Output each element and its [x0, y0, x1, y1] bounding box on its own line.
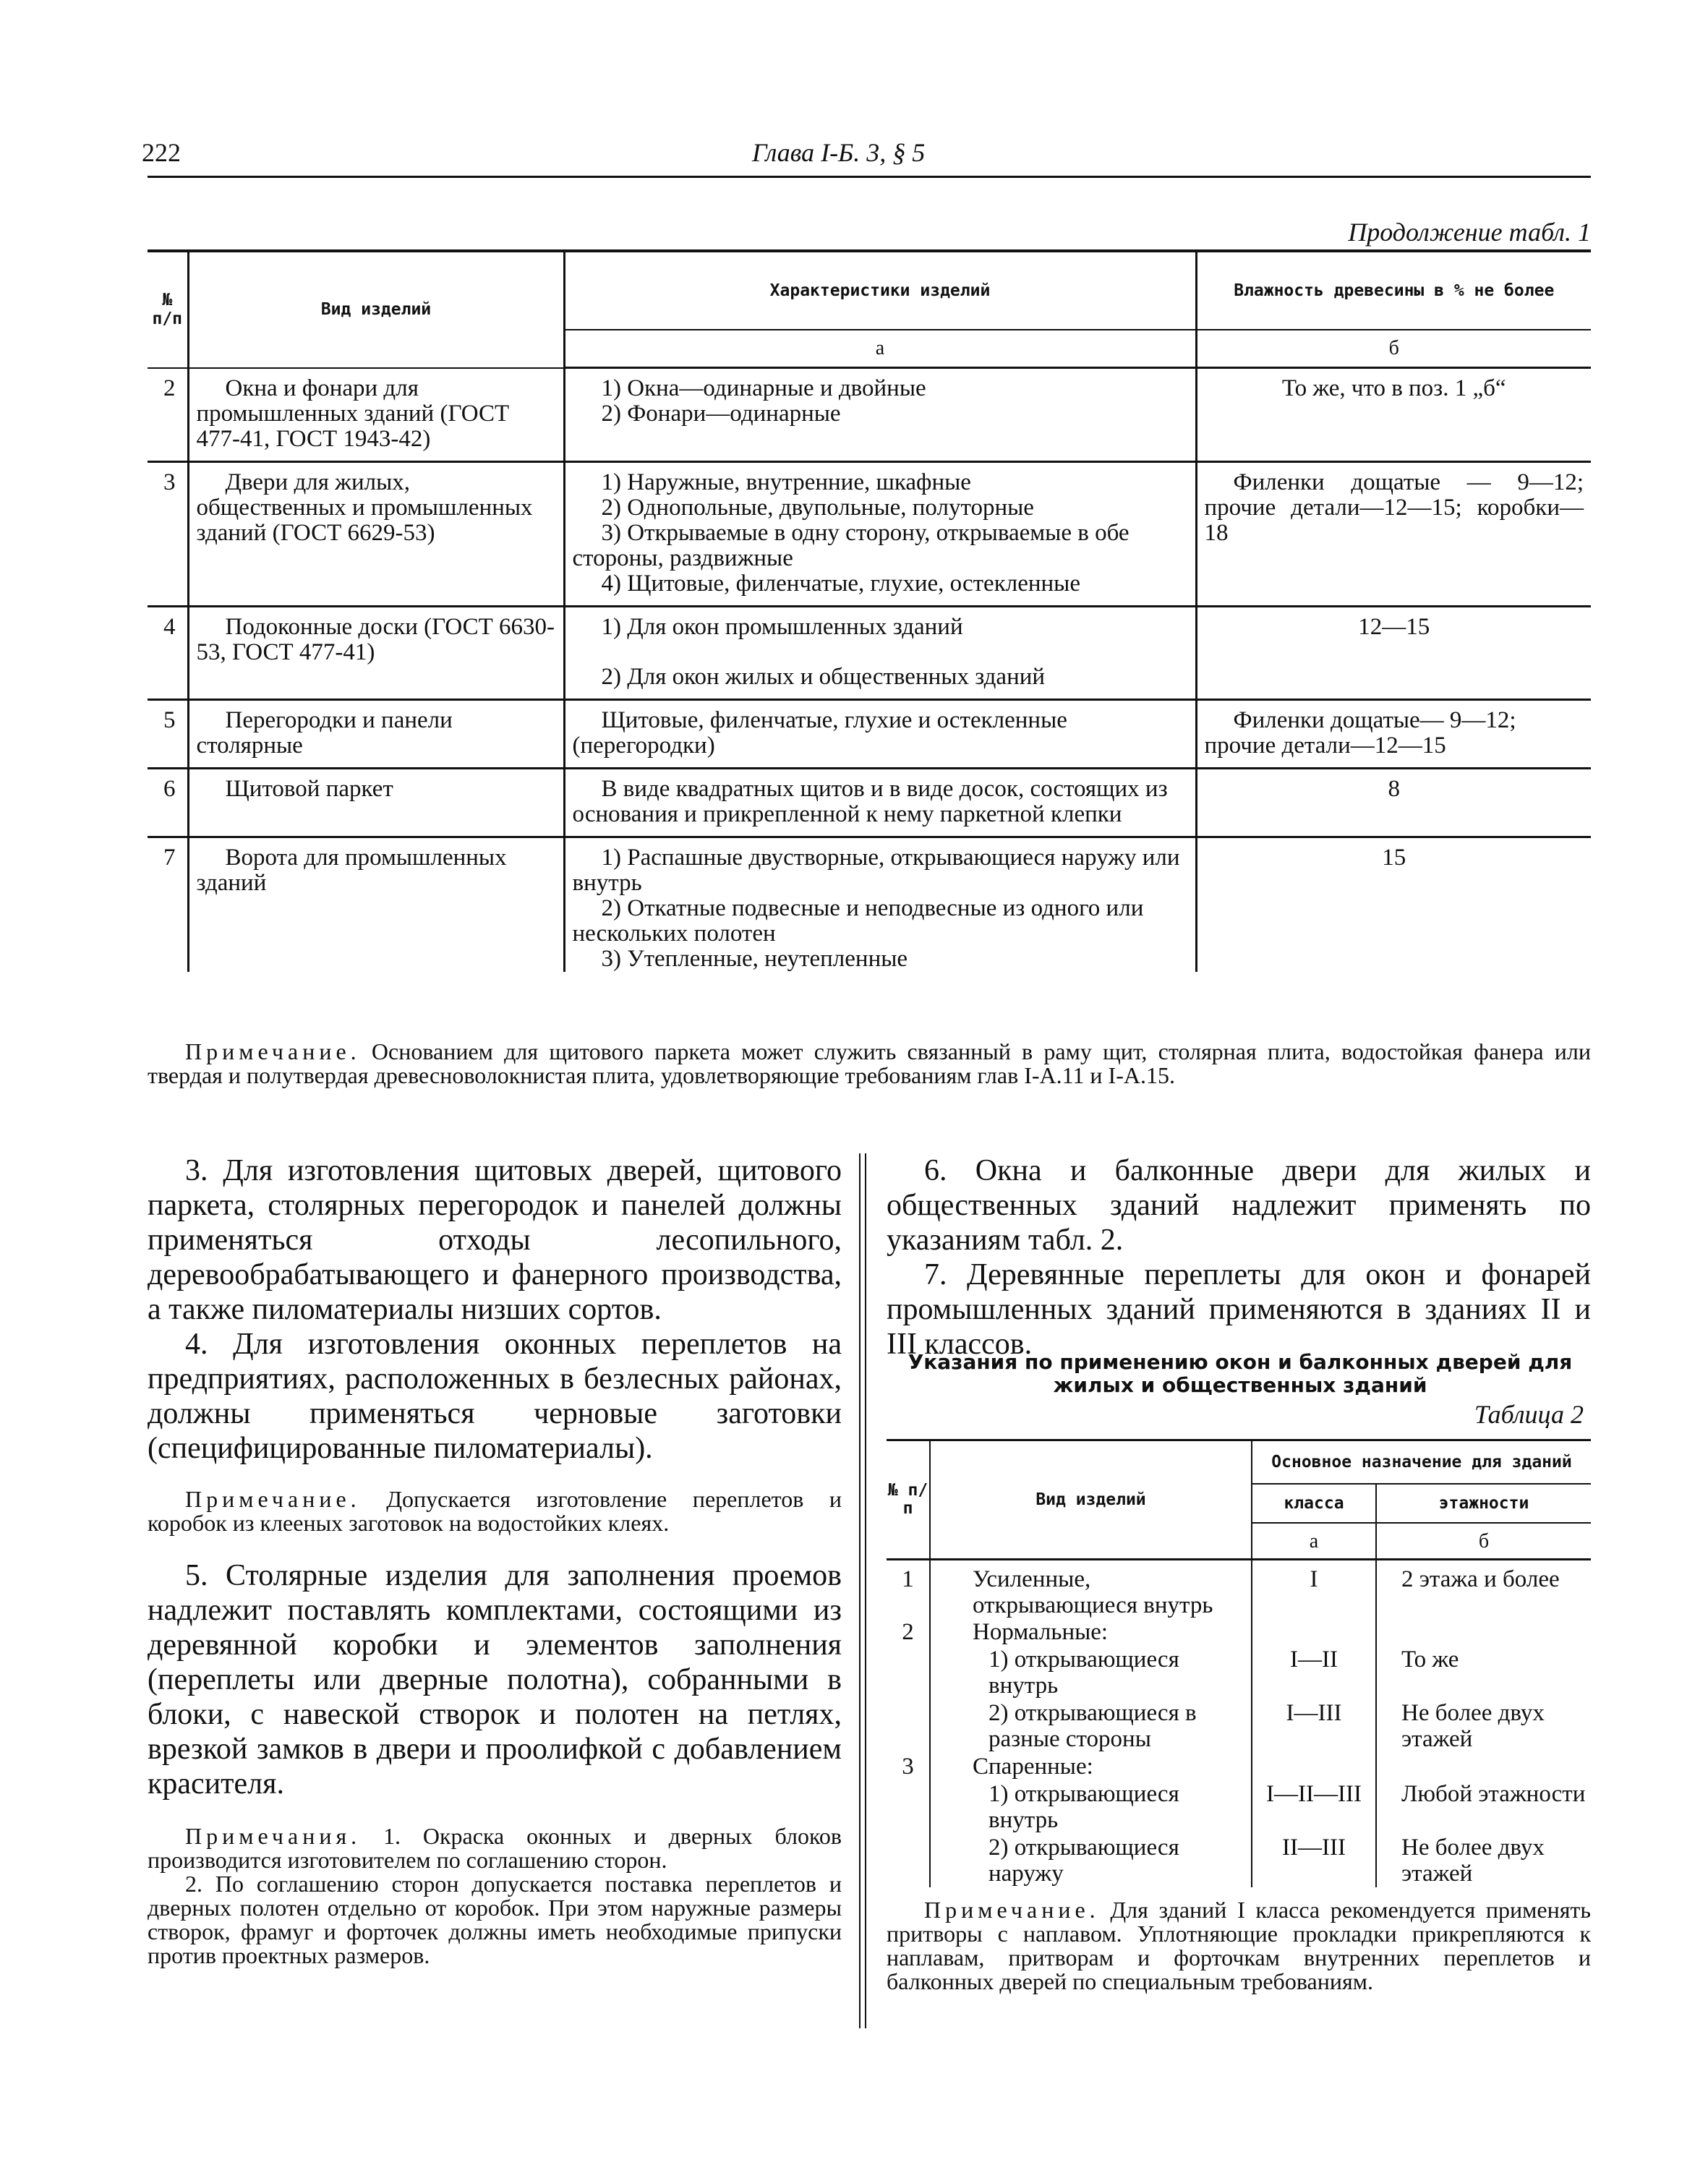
- table-2-note: [887, 1898, 1591, 1994]
- table-row: [148, 699, 1591, 768]
- row-class: II—III: [1252, 1834, 1376, 1887]
- row-item: 1) Для окон промышленных зданий: [601, 613, 963, 640]
- row-item: 3) Открываемые в одну сторону, открываемые в обе стороны, раздвижные: [572, 519, 1130, 571]
- table-row: [148, 606, 1591, 699]
- table-2: [887, 1439, 1591, 1887]
- row-kind: 2) открывающиеся в разные стороны: [930, 1699, 1252, 1753]
- table-row: [887, 1699, 1591, 1753]
- row-num: [887, 1834, 930, 1887]
- table-row: [887, 1560, 1591, 1619]
- table-row: [887, 1834, 1591, 1887]
- note-label: Примечание.: [185, 1038, 361, 1064]
- chapter-title: Глава I-Б. 3, § 5: [752, 138, 926, 167]
- note-text: 2. По соглашению сторон допускается поставка переплетов и дверных полотен отдельно от коробок. При этом наружные размеры створок, фрамуг и форточек должны иметь необходимые припуски против проектных размеров.: [148, 1871, 842, 1968]
- col-header-characteristics: Характеристики изделий: [564, 251, 1196, 330]
- right-column: [887, 1153, 1591, 1362]
- paragraph-4: 4. Для изготовления оконных переплетов на предприятиях, расположенных в безлесных районах, должны применяться черновые заготовки (специфицированные пиломатериалы).: [148, 1328, 842, 1465]
- row-floors: 2 этажа и более: [1401, 1566, 1560, 1592]
- table-row: [887, 1753, 1591, 1780]
- row-num: 4: [148, 606, 188, 699]
- table-1: [148, 249, 1591, 972]
- row-kind: 2) открывающиеся наружу: [930, 1834, 1252, 1887]
- row-kind: Окна и фонари для промышленных зданий (ГОСТ 477-41, ГОСТ 1943-42): [188, 368, 564, 462]
- row-kind: Подоконные доски (ГОСТ 6630-53, ГОСТ 477-41): [188, 606, 564, 699]
- t2-header-purpose: Основное назначение для зданий: [1252, 1440, 1591, 1485]
- row-num: [887, 1780, 930, 1834]
- column-divider: [865, 1153, 866, 2028]
- row-floors: Не более двух этажей: [1401, 1835, 1545, 1887]
- t2-header-floors: этажности: [1376, 1484, 1591, 1523]
- row-item: 2) Для окон жилых и общественных зданий: [601, 663, 1046, 690]
- row-class: [1252, 1753, 1376, 1780]
- note-text: 1. Окраска оконных и дверных блоков производится изготовителем по соглашению сторон.: [148, 1823, 842, 1873]
- row-kind: Спаренные:: [930, 1753, 1252, 1780]
- col-header-moisture: Влажность древесины в % не более: [1196, 251, 1591, 330]
- row-moisture: То же, что в поз. 1 „б“: [1196, 368, 1591, 462]
- row-characteristics: [564, 837, 1196, 972]
- t2-header-num: № п/п: [887, 1440, 930, 1560]
- table-row: [148, 461, 1591, 606]
- page-number: 222: [142, 138, 181, 167]
- row-num: [887, 1646, 930, 1699]
- row-num: 3: [148, 461, 188, 606]
- row-characteristics: В виде квадратных щитов и в виде досок, состоящих из основания и прикрепленной к нему паркетной клепки: [564, 768, 1196, 837]
- row-item: 1) Наружные, внутренние, шкафные: [601, 469, 971, 495]
- note-label: Примечание.: [185, 1486, 361, 1512]
- row-num: 7: [148, 837, 188, 972]
- row-kind: Нормальные:: [930, 1618, 1252, 1646]
- row-class: I—II—III: [1252, 1780, 1376, 1834]
- row-moisture: Филенки дощатые— 9—12; прочие детали—12—15: [1196, 699, 1591, 768]
- row-kind: Щитовой паркет: [188, 768, 564, 837]
- row-moisture: Филенки дощатые — 9—12; прочие детали—12—15; коробки—18: [1196, 461, 1591, 606]
- notes-label: Примечания.: [185, 1823, 362, 1849]
- column-divider: [859, 1153, 861, 2028]
- row-floors: [1376, 1618, 1591, 1646]
- col-header-b: б: [1196, 330, 1591, 368]
- note-text: Основанием для щитового паркета может служить связанный в раму щит, столярная плита, водостойкая фанера или твердая и полутвердая древесноволокнистая плита, удовлетворяющие требованиям глав I-А.11 и I-А.15.: [148, 1038, 1592, 1088]
- row-kind: Ворота для промышленных зданий: [188, 837, 564, 972]
- row-floors: Не более двух этажей: [1401, 1700, 1545, 1752]
- row-floors: [1376, 1753, 1591, 1780]
- row-kind: Перегородки и панели столярные: [188, 699, 564, 768]
- row-num: 1: [887, 1560, 930, 1619]
- header-rule: [148, 176, 1591, 178]
- row-num: [887, 1699, 930, 1753]
- table-row: [887, 1780, 1591, 1834]
- table-row: [887, 1646, 1591, 1699]
- table-continuation-label: Продолжение табл. 1: [1348, 218, 1591, 247]
- row-characteristics: [564, 606, 1196, 699]
- row-item: 2) Фонари—одинарные: [601, 401, 841, 427]
- t2-header-a: а: [1252, 1523, 1376, 1560]
- notes-b: [148, 1824, 842, 1968]
- paragraph-7: 7. Деревянные переплеты для окон и фонарей промышленных зданий применяются в зданиях II и III классов.: [887, 1258, 1591, 1361]
- t2-header-b: б: [1376, 1523, 1591, 1560]
- row-num: 2: [148, 368, 188, 462]
- row-floors: То же: [1401, 1647, 1459, 1673]
- row-item: 1) Распашные двустворные, открывающиеся наружу или внутрь: [572, 844, 1180, 896]
- row-num: 6: [148, 768, 188, 837]
- row-moisture: 8: [1196, 768, 1591, 837]
- row-class: I: [1252, 1560, 1376, 1619]
- row-item: 3) Утепленные, неутепленные: [601, 945, 908, 972]
- row-class: I—II: [1252, 1646, 1376, 1699]
- row-item: 4) Щитовые, филенчатые, глухие, остекленные: [601, 570, 1080, 597]
- note-a: [148, 1487, 842, 1535]
- row-class: [1252, 1618, 1376, 1646]
- table-2-label: Таблица 2: [1474, 1400, 1584, 1429]
- row-moisture: 12—15: [1196, 606, 1591, 699]
- paragraph-3: 3. Для изготовления щитовых дверей, щитового паркета, столярных перегородок и панелей должны применяться отходы лесопильного, деревообрабатывающего и фанерного производства, а также пиломатериалы низших сортов.: [148, 1154, 842, 1326]
- row-num: 3: [887, 1753, 930, 1780]
- note-text: Допускается изготовление переплетов и коробок из клееных заготовок на водостойких клеях.: [148, 1486, 842, 1536]
- col-header-a: а: [564, 330, 1196, 368]
- row-kind: Двери для жилых, общественных и промышленных зданий (ГОСТ 6629-53): [188, 461, 564, 606]
- row-kind: 1) открывающиеся внутрь: [930, 1780, 1252, 1834]
- note-text: Для зданий I класса рекомендуется применять притворы с наплавом. Уплотняющие прокладки прикрепляются к наплавам, притворам и форточкам внутренних переплетов и балконных дверей по специальным требованиям.: [887, 1897, 1592, 1994]
- paragraph-6: 6. Окна и балконные двери для жилых и общественных зданий надлежит применять по указаниям табл. 2.: [887, 1154, 1591, 1257]
- row-floors: Любой этажности: [1401, 1781, 1586, 1807]
- col-header-kind: Вид изделий: [188, 251, 564, 368]
- table-2-title: Указания по применению окон и балконных дверей для жилых и общественных зданий: [908, 1350, 1573, 1397]
- row-characteristics: [564, 461, 1196, 606]
- row-item: 2) Откатные подвесные и неподвесные из одного или нескольких полотен: [572, 894, 1144, 947]
- paragraph-5: 5. Столярные изделия для заполнения проемов надлежит поставлять комплектами, состоящими из деревянной коробки и элементов заполнения (переплеты или дверные полотна), собранными в блоки, с навеской створок и полотен на петлях, врезкой замков в двери и проолифкой с добавлением красителя.: [148, 1559, 842, 1801]
- table-1-note: [148, 1040, 1591, 1088]
- row-kind: 1) открывающиеся внутрь: [930, 1646, 1252, 1699]
- row-kind: Усиленные, открывающиеся внутрь: [930, 1560, 1252, 1619]
- table-row: [148, 837, 1591, 972]
- row-characteristics: [564, 368, 1196, 462]
- t2-header-class: класса: [1252, 1484, 1376, 1523]
- row-item: 1) Окна—одинарные и двойные: [601, 375, 926, 401]
- col-header-num: № п/п: [148, 251, 188, 368]
- table-row: [148, 768, 1591, 837]
- table-row: [887, 1618, 1591, 1646]
- row-characteristics: Щитовые, филенчатые, глухие и остекленные (перегородки): [564, 699, 1196, 768]
- row-moisture: 15: [1382, 844, 1406, 871]
- table-row: [148, 368, 1591, 462]
- note-label: Примечание.: [924, 1897, 1100, 1923]
- row-num: 2: [887, 1618, 930, 1646]
- row-class: I—III: [1252, 1699, 1376, 1753]
- left-column: [148, 1153, 842, 1968]
- row-num: 5: [148, 699, 188, 768]
- t2-header-kind: Вид изделий: [930, 1440, 1252, 1560]
- row-item: 2) Однопольные, двупольные, полуторные: [601, 494, 1034, 521]
